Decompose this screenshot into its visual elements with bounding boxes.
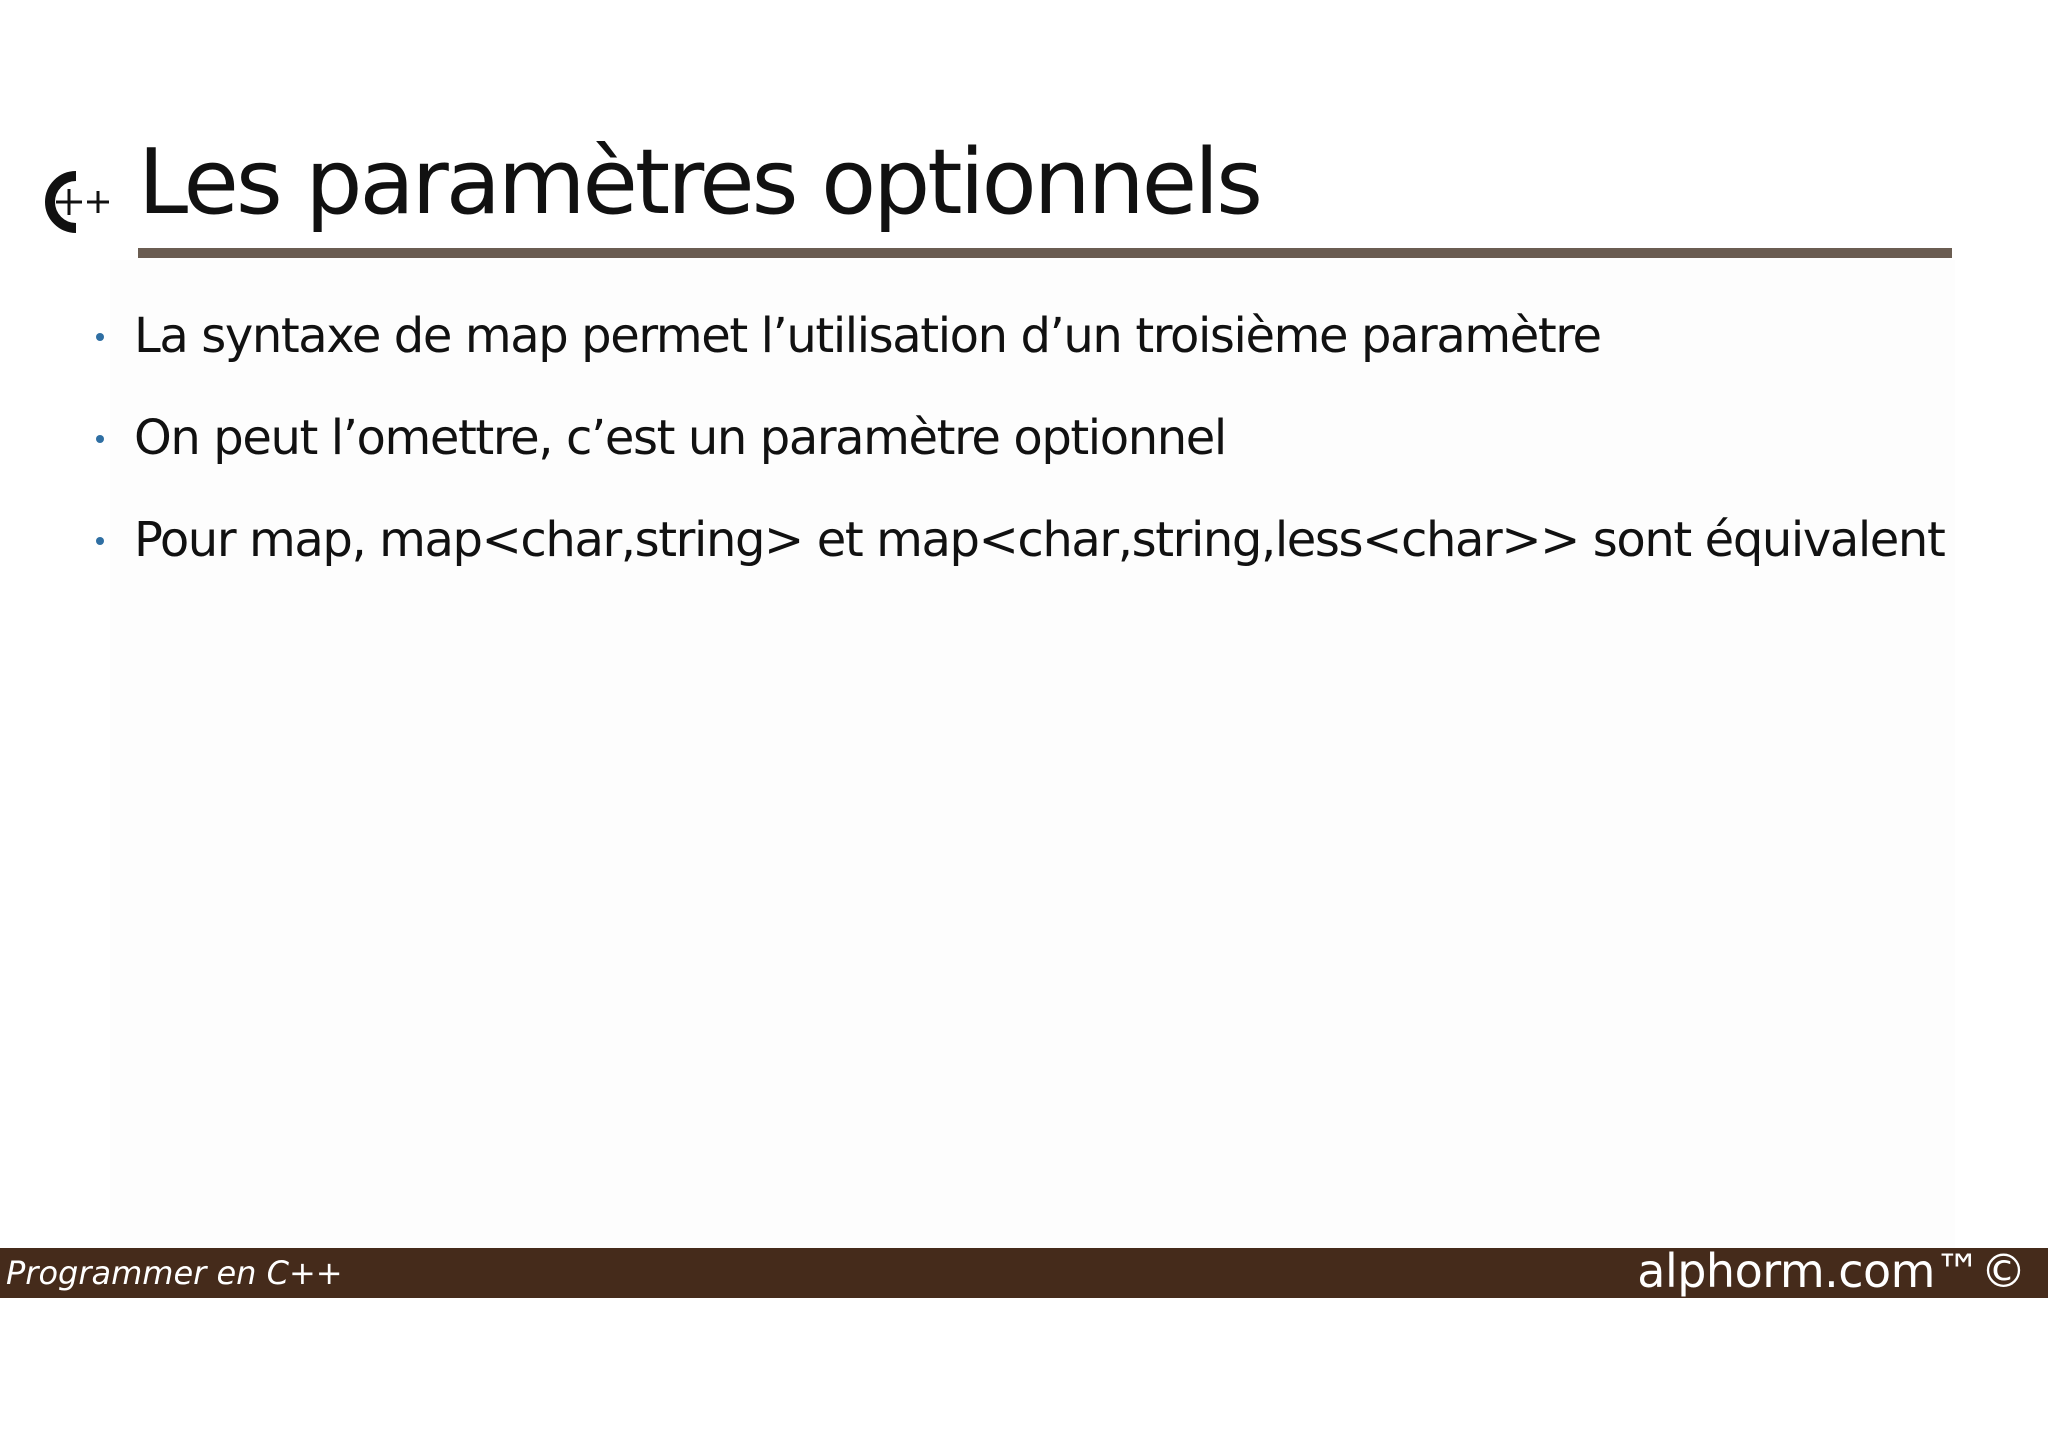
- title-underline: [138, 248, 1952, 258]
- course-name: Programmer en C++: [6, 1254, 343, 1292]
- footer-bar: [0, 1244, 2048, 1298]
- bullet-icon: [96, 333, 104, 341]
- bullet-list: [90, 305, 1950, 611]
- bullet-text: Pour map, map<char,string> et map<char,string,less<char>> sont équivalent: [134, 512, 1945, 568]
- bullet-text: La syntaxe de map permet l’utilisation d’un troisième paramètre: [134, 308, 1601, 364]
- bullet-icon: [96, 537, 104, 545]
- bullet-item: [90, 305, 1950, 367]
- bullet-icon: [96, 435, 104, 443]
- brand-name: alphorm.com™©: [1637, 1244, 2026, 1298]
- bullet-item: [90, 407, 1950, 469]
- slide-title: Les paramètres optionnels: [138, 130, 1260, 235]
- cpp-logo-icon: [30, 162, 120, 242]
- bullet-text: On peut l’omettre, c’est un paramètre optionnel: [134, 410, 1226, 466]
- bullet-item: [90, 509, 1950, 571]
